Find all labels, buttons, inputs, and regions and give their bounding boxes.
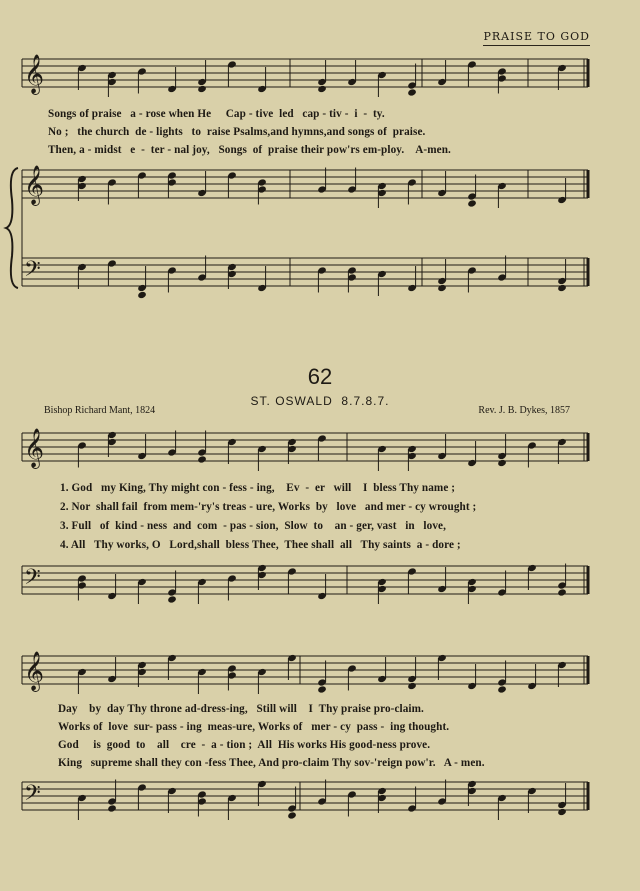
author-credit: Bishop Richard Mant, 1824 [44,405,156,416]
lyric-line: Works of love sur- pass - ing meas-ure, Works of mer - cy pass - ing thought. [58,721,450,733]
note-head [317,85,327,93]
bass-clef-icon: 𝄢 [24,781,41,811]
lyric-line: 3. Full of kind - ness and com - pas - sion, Slow to an - ger, vast in love, [60,520,446,532]
note-head [197,455,207,463]
note-head [467,199,477,207]
note-head [497,459,507,467]
composer-credit: Rev. J. B. Dykes, 1857 [478,405,570,416]
treble-clef-icon: 𝄞 [24,54,45,94]
hymn-number: 62 [307,364,333,389]
note-head [287,811,297,819]
treble-clef-icon: 𝄞 [24,428,45,468]
lyric-line: 2. Nor shall fail from mem-'ry's treas - ure, Works by love and mer - cy wrought ; [60,501,477,513]
brace-icon [6,168,18,288]
note-head [437,284,447,292]
lyric-line: 1. God my King, Thy might con - fess - ing, Ev - er will I bless Thy name ; [60,482,456,494]
note-head [557,588,567,596]
lyric-line: 4. All Thy works, O Lord,shall bless Thee, Thee shall all Thy saints a - dore ; [60,539,461,551]
tune-name: ST. OSWALD 8.7.8.7. [250,394,390,408]
bass-clef-icon: 𝄢 [24,565,41,595]
lyric-line: God is good to all cre - a - tion ; All His works His good-ness prove. [58,739,431,751]
section-title: PRAISE TO GOD [483,30,590,46]
treble-clef-icon: 𝄞 [24,165,45,205]
lyric-line: No ; the church de - lights to raise Psalms,and hymns,and songs of praise. [48,126,426,138]
note-head [407,682,417,690]
lyric-line: Then, a - midst e - ter - nal joy, Songs of praise their pow'rs em-ploy. A-men. [48,144,451,156]
note-head [317,685,327,693]
note-head [107,804,117,812]
treble-clef-icon: 𝄞 [24,651,45,691]
note-head [497,685,507,693]
note-head [167,595,177,603]
lyric-line: Songs of praise a - rose when He Cap - tive led cap - tiv - i - ty. [48,108,385,120]
note-head [557,284,567,292]
lyric-line: King supreme shall they con -fess Thee, And pro-claim Thy sov-'reign pow'r. A - men. [58,757,485,769]
note-head [197,85,207,93]
lyric-line: Day by day Thy throne ad-dress-ing, Still will I Thy praise pro-claim. [58,703,424,715]
note-head [407,88,417,96]
note-head [137,291,147,299]
bass-clef-icon: 𝄢 [24,257,41,287]
note-head [557,808,567,816]
